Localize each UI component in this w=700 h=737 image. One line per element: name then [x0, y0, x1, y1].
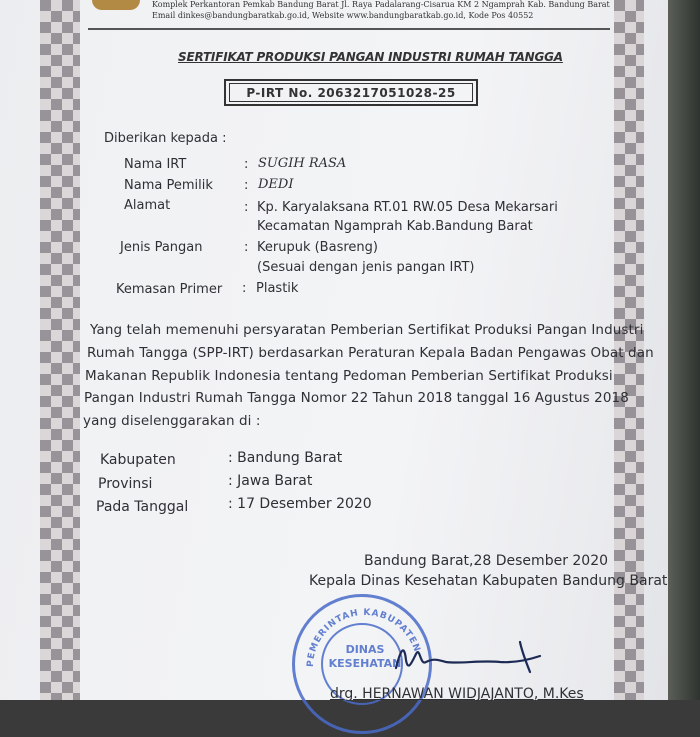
paragraph-line: Rumah Tangga (SPP-IRT) berdasarkan Peraturan Kepala Badan Pengawas Obat dan	[87, 345, 654, 361]
photo-background	[668, 0, 700, 700]
alamat-colon: :	[244, 200, 249, 215]
paragraph-line: Yang telah memenuhi persyaratan Pemberian Sertifikat Produksi Pangan Industri	[90, 322, 644, 338]
nama-pemilik-value: DEDI	[258, 177, 294, 192]
tanggal-label: Pada Tanggal	[96, 499, 189, 515]
kabupaten-label: Kabupaten	[100, 452, 176, 468]
provinsi-label: Provinsi	[98, 476, 153, 492]
provinsi-value: : Jawa Barat	[228, 473, 313, 489]
paragraph-line: yang diselenggarakan di :	[83, 413, 261, 429]
pirt-number: P-IRT No. 2063217051028-25	[229, 83, 473, 102]
paragraph-line: Makanan Republik Indonesia tentang Pedoman Pemberian Sertifikat Produksi	[85, 368, 613, 384]
pirt-number-box	[224, 79, 478, 106]
signature	[390, 632, 550, 682]
decorative-border-left	[40, 0, 80, 700]
alamat-value-line1: Kp. Karyalaksana RT.01 RW.05 Desa Mekarsari	[257, 200, 558, 215]
regency-logo	[92, 0, 140, 10]
alamat-label: Alamat	[124, 198, 171, 213]
letterhead-address: Komplek Perkantoran Pemkab Bandung Barat Jl. Raya Padalarang-Cisarua KM 2 Ngamprah Kab. Bandung Barat	[152, 0, 610, 9]
jenis-pangan-label: Jenis Pangan	[120, 240, 203, 255]
stamp-ring-text: PEMERINTAH KABUPATEN	[305, 607, 422, 668]
nama-irt-value: SUGIH RASA	[258, 156, 347, 171]
jenis-pangan-value: Kerupuk (Basreng)	[257, 240, 378, 255]
jenis-pangan-note: (Sesuai dengan jenis pangan IRT)	[257, 260, 475, 275]
stamp-line1: DINAS	[345, 643, 385, 656]
kabupaten-value: : Bandung Barat	[228, 450, 343, 466]
letterhead-rule	[88, 28, 610, 30]
given-to-label: Diberikan kepada :	[104, 131, 227, 146]
signoff-position: Kepala Dinas Kesehatan Kabupaten Bandung Barat	[309, 573, 668, 589]
paragraph-line: Pangan Industri Rumah Tangga Nomor 22 Tahun 2018 tanggal 16 Agustus 2018	[84, 390, 629, 406]
alamat-value-line2: Kecamatan Ngamprah Kab.Bandung Barat	[257, 219, 533, 234]
stamp-line2: KESEHATAN	[328, 657, 402, 670]
signer-name: drg. HERNAWAN WIDJAJANTO, M.Kes	[330, 686, 584, 702]
nama-irt-label: Nama IRT	[124, 157, 187, 172]
kemasan-value: Plastik	[256, 281, 299, 296]
kemasan-colon: :	[242, 281, 247, 296]
jenis-pangan-colon: :	[244, 240, 249, 255]
nama-pemilik-colon: :	[244, 178, 249, 193]
signoff-place-date: Bandung Barat,28 Desember 2020	[364, 553, 609, 569]
certificate-title: SERTIFIKAT PRODUKSI PANGAN INDUSTRI RUMAH TANGGA	[178, 50, 563, 64]
nama-pemilik-label: Nama Pemilik	[124, 178, 213, 193]
letterhead-contact: Email dinkes@bandungbaratkab.go.id, Website www.bandungbaratkab.go.id, Kode Pos 40552	[152, 11, 534, 20]
tanggal-value: : 17 Desember 2020	[228, 496, 372, 512]
nama-irt-colon: :	[244, 157, 249, 172]
kemasan-label: Kemasan Primer	[116, 282, 223, 297]
